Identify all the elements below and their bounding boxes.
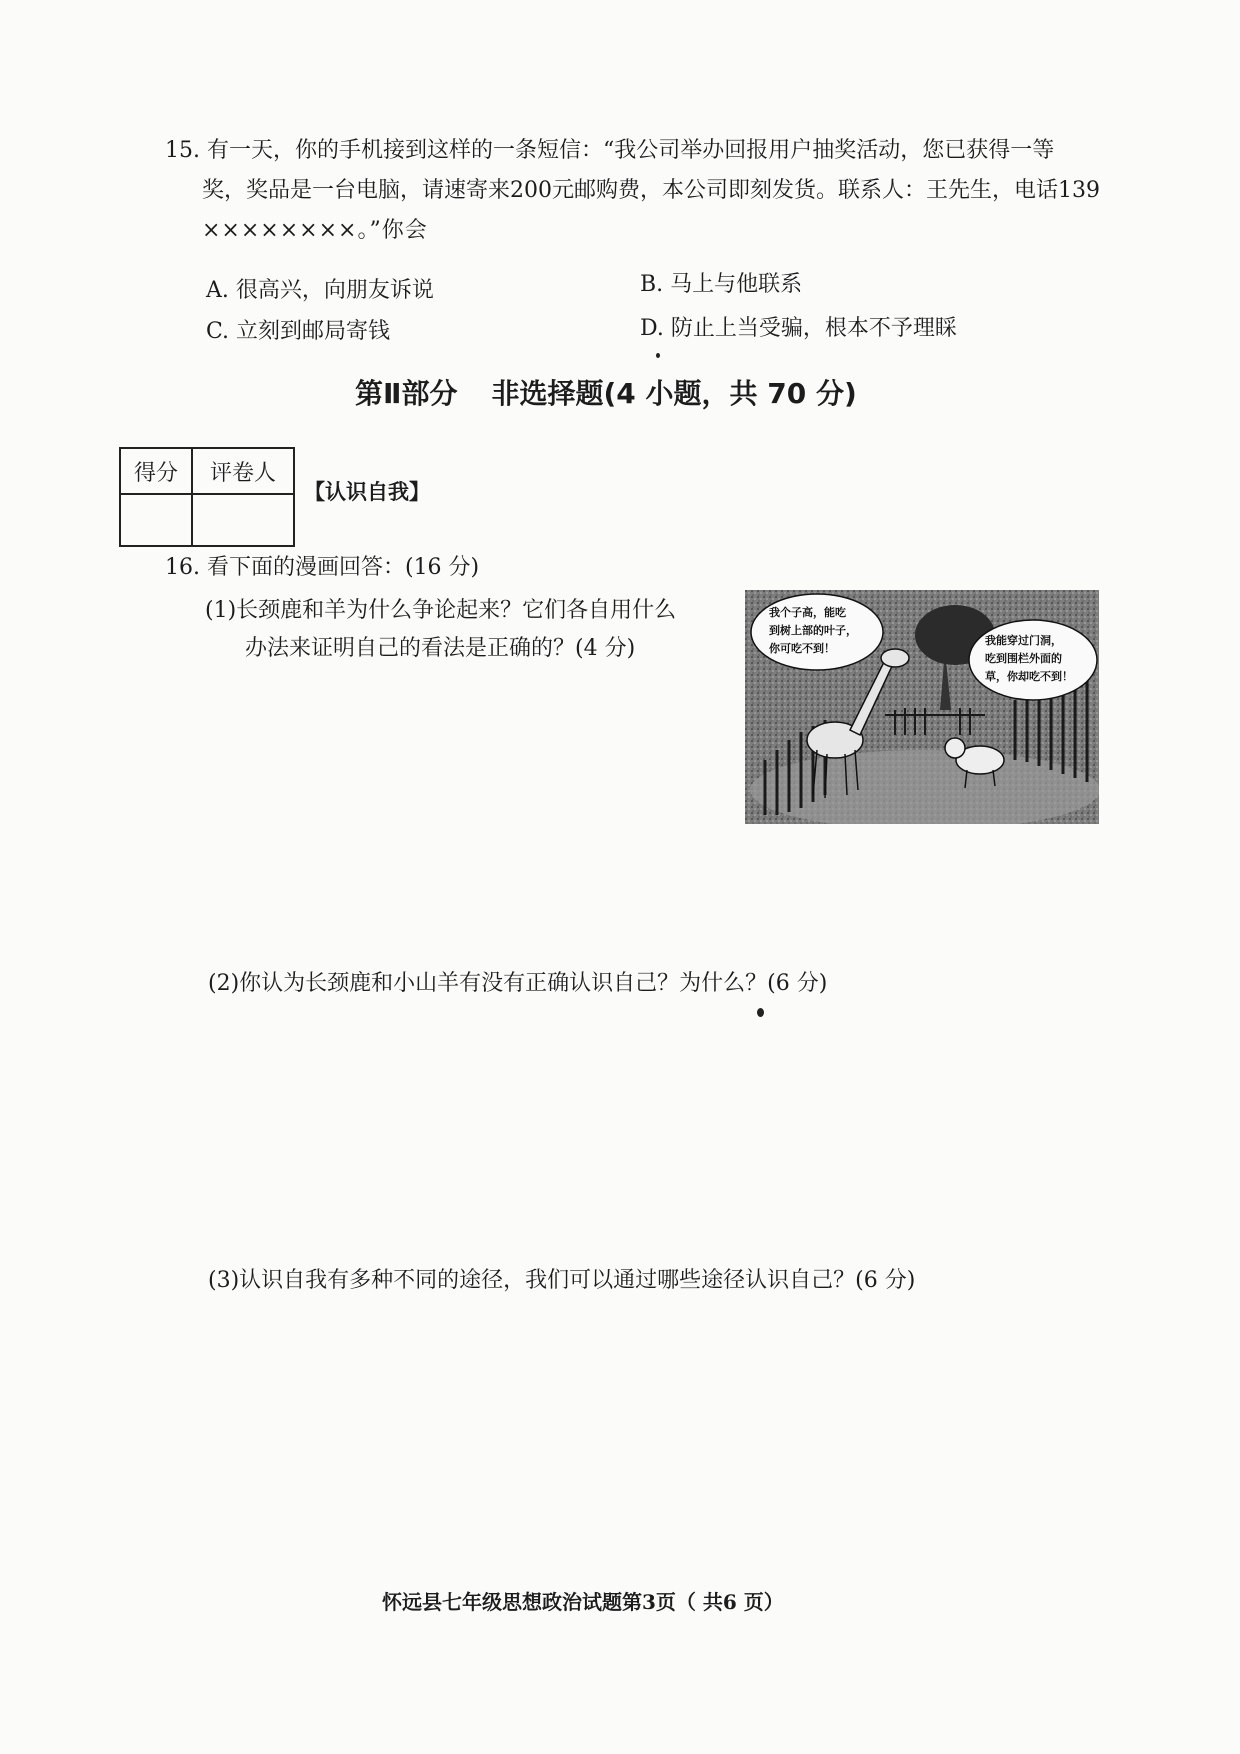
scan-speck [656,353,660,358]
section-title-text: 非选择题(4 小题，共 70 分) [491,377,857,410]
goat-bubble-line3: 草，你却吃不到！ [985,670,1073,683]
section-part-label: 第Ⅱ部分 [355,377,458,410]
q16-sub1-line2: 办法来证明自己的看法是正确的？(4 分) [245,636,636,661]
giraffe-bubble-line2: 到树上部的叶子， [769,624,857,637]
score-header: 得分 [120,448,192,494]
q16-sub2: (2)你认为长颈鹿和小山羊有没有正确认识自己？为什么？(6 分) [208,971,828,996]
q15-option-a: A. 很高兴，向朋友诉说 [206,278,434,303]
section-heading [355,372,857,412]
q15-option-b: B. 马上与他联系 [640,272,803,297]
giraffe-bubble-line1: 我个子高，能吃 [769,606,846,619]
q15-stem-line1: 15. 有一天，你的手机接到这样的一条短信：“我公司举办回报用户抽奖活动，您已获得一等 [165,138,1055,163]
grader-cell[interactable] [192,494,294,546]
goat-bubble-line1: 我能穿过门洞， [985,634,1062,647]
score-table [119,447,295,547]
q15-option-c: C. 立刻到邮局寄钱 [206,319,391,344]
q15-stem-line2: 奖，奖品是一台电脑，请速寄来200元邮购费，本公司即刻发货。联系人：王先生，电话139 [202,178,1100,203]
cartoon-svg [745,590,1099,824]
page-footer: 怀远县七年级思想政治试题第3页（ 共6 页） [382,1590,784,1614]
cartoon-illustration [745,590,1099,824]
q16-stem: 16. 看下面的漫画回答：(16 分) [165,555,480,580]
goat-bubble-line2: 吃到围栏外面的 [985,652,1062,665]
score-cell[interactable] [120,494,192,546]
q16-sub3: (3)认识自我有多种不同的途径，我们可以通过哪些途径认识自己？(6 分) [208,1268,916,1293]
q15-stem-line3: ××××××××。”你会 [202,218,428,243]
giraffe-bubble-line3: 你可吃不到！ [769,642,835,655]
grader-header: 评卷人 [192,448,294,494]
scan-speck [757,1008,764,1017]
section-tag: 【认识自我】 [304,480,430,504]
q15-option-d: D. 防止上当受骗，根本不予理睬 [640,316,957,341]
q16-sub1-line1: (1)长颈鹿和羊为什么争论起来？它们各自用什么 [205,598,677,623]
